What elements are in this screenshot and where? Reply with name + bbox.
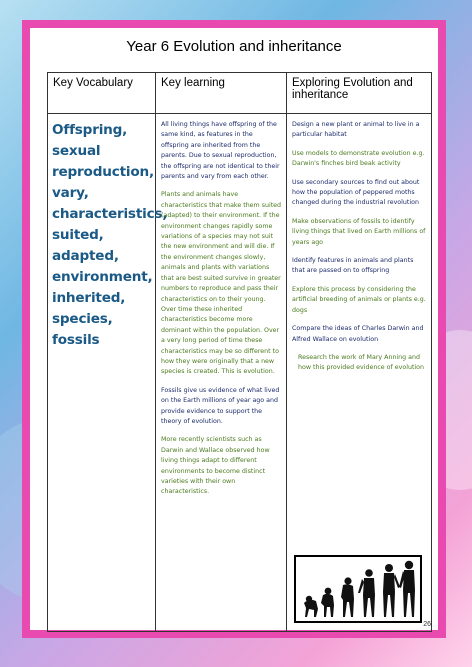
vocabulary-list: Offspring, sexual reproduction, vary, characteristics, suited, adapted, environment, inherited, species, fossils (48, 114, 156, 632)
activity-item: Make observations of fossils to identify living things that lived on Earth millions of years ago (292, 217, 426, 246)
activity-item: Research the work of Mary Anning and how this provided evidence of evolution (298, 353, 425, 372)
learning-paragraph: All living things have offspring of the same kind, as features in the offspring are inherited from the parents. Due to sexual reproduction, the offspring are not identical to their parents and vary from each other. (161, 121, 280, 181)
learning-paragraph: More recently scientists such as Darwin and Wallace observed how living things adapt to different environments to become distinct varieties with their own characteristics. (161, 436, 270, 496)
header-exploring: Exploring Evolution and inheritance (287, 73, 432, 114)
header-key-learning: Key learning (156, 73, 287, 114)
table-header-row (48, 73, 432, 114)
key-learning-cell (156, 114, 287, 632)
activity-item: Use models to demonstrate evolution e.g. Darwin's finches bird beak activity (292, 149, 425, 168)
activity-item: Design a new plant or animal to live in a particular habitat (292, 121, 420, 139)
page-title: Year 6 Evolution and inheritance (126, 38, 342, 55)
page-number: 26 (423, 621, 431, 628)
knowledge-organiser-table (47, 72, 432, 632)
activity-item: Compare the ideas of Charles Darwin and Alfred Wallace on evolution (292, 325, 424, 343)
learning-paragraph: Plants and animals have characteristics that make them suited (adapted) to their environment. If the environment changes rapidly some variations of a species may not suit the new environment and will die. If the environment changes slowly, animals and plants with variations that are best suited survive in greater numbers to reproduce and pass their characteristics on to their young. Over time these inherited characteristics become more dominant within the population. Over a very long period of time these characteristics may be so different to how they were originally that a new species is created. This is evolution. (161, 191, 282, 376)
exploring-cell (287, 114, 432, 632)
learning-paragraph: Fossils give us evidence of what lived on the Earth millions of year ago and provide evidence to support the theory of evolution. (161, 386, 280, 425)
activity-item: Use secondary sources to find out about how the population of peppered moths changed during the industrial revolution (292, 178, 420, 207)
header-key-vocabulary: Key Vocabulary (48, 73, 156, 114)
evolution-of-man-silhouette-icon (294, 555, 422, 623)
document-frame (22, 20, 446, 638)
table-content-row (48, 114, 432, 632)
activity-item: Identify features in animals and plants that are passed on to offspring (292, 257, 414, 275)
activity-item: Explore this process by considering the artificial breeding of animals or plants e.g. dogs (292, 285, 426, 314)
